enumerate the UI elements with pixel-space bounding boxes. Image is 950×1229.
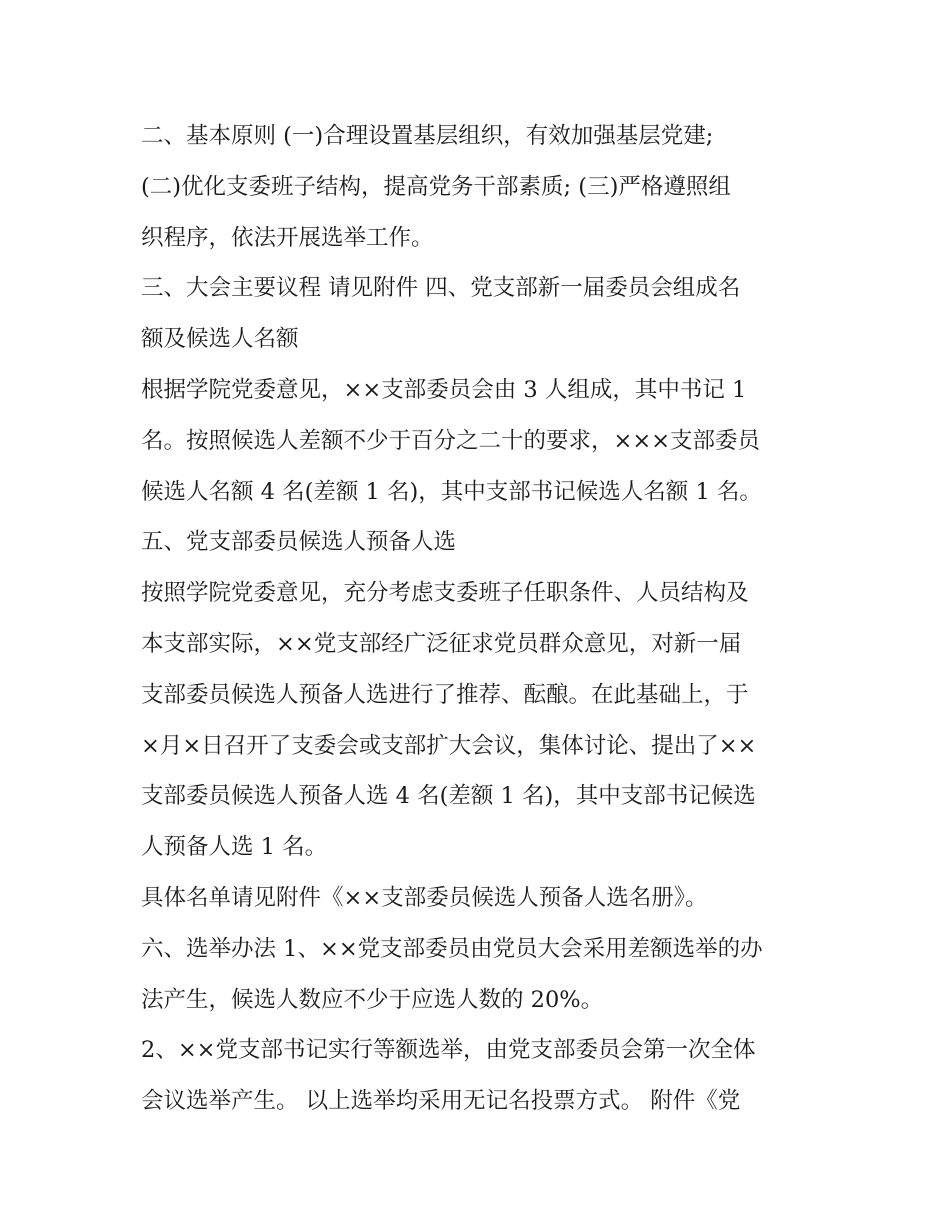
text-line: 根据学院党委意见，××支部委员会由 3 人组成，其中书记 1	[141, 376, 747, 403]
text-line: 法产生，候选人数应不少于应选人数的 20%。	[141, 986, 604, 1013]
text-line: 织程序，依法开展选举工作。	[141, 224, 434, 251]
document-body	[141, 111, 821, 1127]
text-line: 人预备人选 1 名。	[141, 834, 328, 861]
text-line: 候选人名额 4 名(差额 1 名)，其中支部书记候选人名额 1 名。	[141, 478, 762, 505]
text-line-election-method-heading: 六、选举办法 1、××党支部委员由党员大会采用差额选举的办	[141, 935, 763, 962]
text-line-candidates-heading: 五、党支部委员候选人预备人选	[141, 529, 457, 556]
text-line: 名。按照候选人差额不少于百分之二十的要求，×××支部委员	[141, 427, 761, 454]
text-line: 2、××党支部书记实行等额选举，由党支部委员会第一次全体	[141, 1037, 756, 1064]
text-line: 按照学院党委意见，充分考虑支委班子任职条件、人员结构及	[141, 580, 749, 607]
text-line: 额及候选人名额	[141, 326, 299, 353]
text-line: 支部委员候选人预备人选进行了推荐、酝酿。在此基础上，于	[141, 681, 749, 708]
text-line: ×月×日召开了支委会或支部扩大会议，集体讨论、提出了××	[141, 732, 757, 759]
text-line: 本支部实际，××党支部经广泛征求党员群众意见，对新一届	[141, 630, 742, 657]
text-line: 支部委员候选人预备人选 4 名(差额 1 名)，其中支部书记候选	[141, 783, 756, 810]
text-line: 具体名单请见附件《××支部委员候选人预备人选名册》。	[141, 884, 708, 911]
text-line: (二)优化支委班子结构，提高党务干部素质; (三)严格遵照组	[141, 173, 731, 200]
text-line-agenda-heading: 三、大会主要议程 请见附件 四、党支部新一届委员会组成名	[141, 275, 741, 302]
text-line: 会议选举产生。 以上选举均采用无记名投票方式。 附件《党	[141, 1088, 741, 1115]
text-line-principles-heading: 二、基本原则 (一)合理设置基层组织，有效加强基层党建;	[141, 123, 714, 149]
